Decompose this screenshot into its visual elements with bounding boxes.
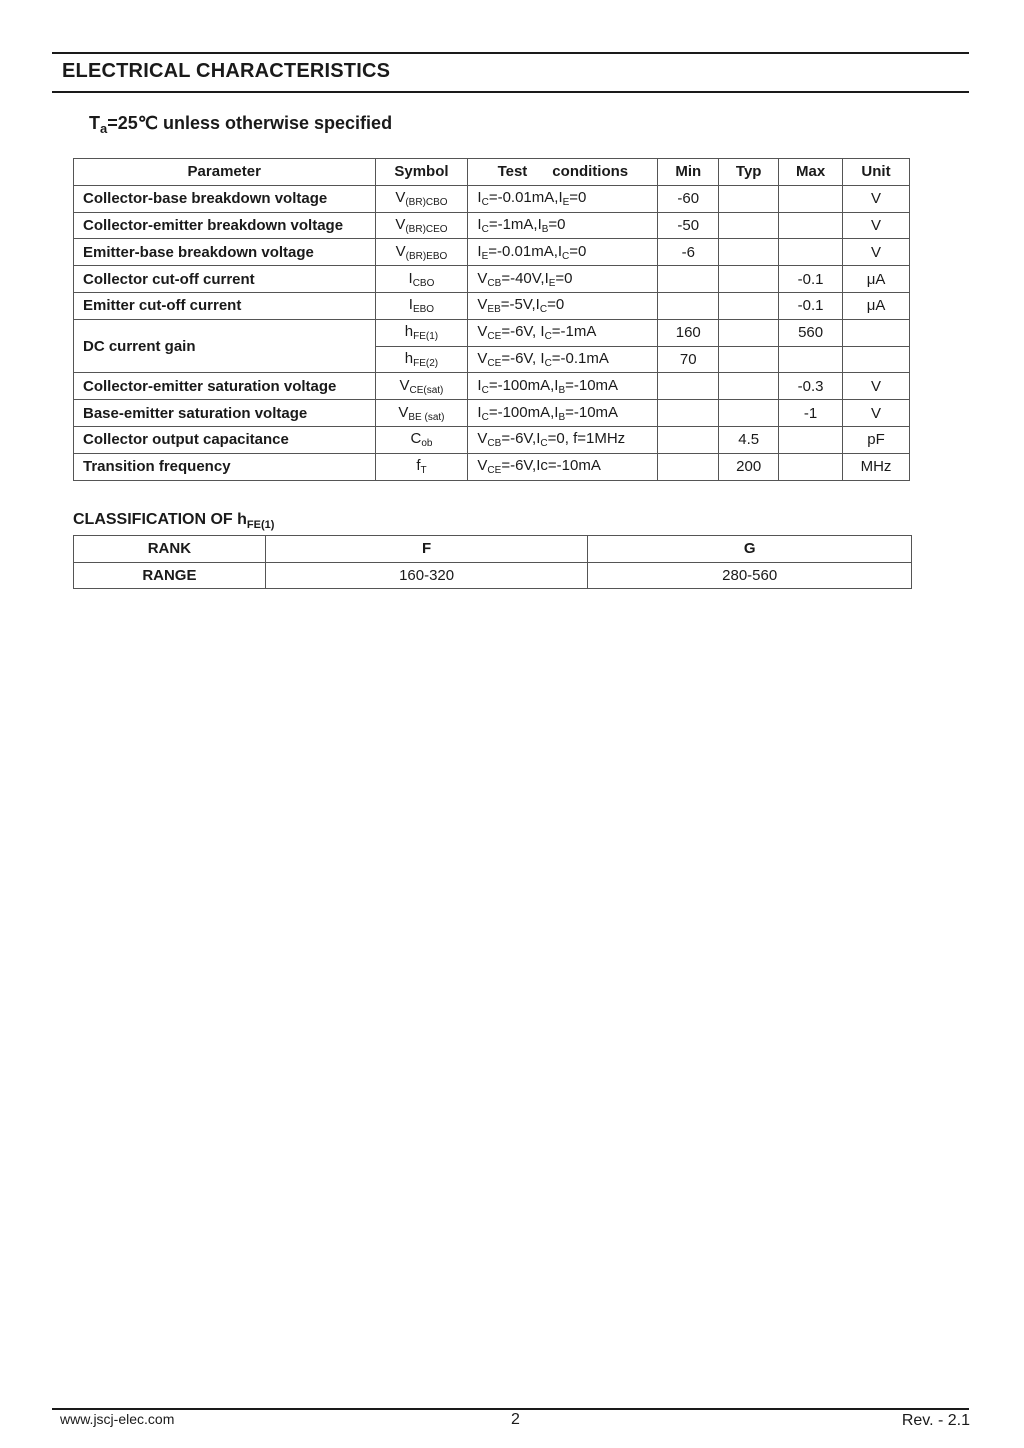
header-test-conditions: Test conditions: [468, 159, 658, 186]
top-rule: [52, 52, 969, 54]
cell-test-conditions: $V_{CB}=-6V,I_C=0$, f=1MHz: [468, 426, 658, 453]
table-row: [74, 212, 910, 239]
cell-test-conditions: $I_C=-100mA,I_B=-10mA$: [468, 373, 658, 400]
cell-test-conditions: $I_C=-100mA,I_B=-10mA$: [468, 400, 658, 427]
rank-f: F: [265, 536, 588, 563]
table-row: [74, 185, 910, 212]
rank-label: RANK: [74, 536, 266, 563]
test-condition-note: $T_a=25℃$ unless otherwise specified: [89, 113, 393, 136]
cell-parameter: Emitter cut-off current: [74, 292, 376, 319]
cell-typ: [719, 212, 779, 239]
cell-parameter: Collector-emitter breakdown voltage: [74, 212, 376, 239]
cell-min: -6: [658, 239, 719, 266]
table-header-row: [74, 159, 910, 186]
cell-max: [779, 185, 843, 212]
cell-symbol: $I_{CBO}$: [375, 266, 468, 293]
title-underline: [52, 91, 969, 93]
cell-typ: 4.5: [719, 426, 779, 453]
classification-table: [73, 535, 912, 589]
cell-test-conditions: $V_{CE}=-6V,Ic=-10mA$: [468, 453, 658, 480]
table-row: [74, 266, 910, 293]
range-g: 280-560: [588, 562, 912, 589]
cell-parameter: Emitter-base breakdown voltage: [74, 239, 376, 266]
cell-test-conditions: $V_{EB}=-5V,I_C=0$: [468, 292, 658, 319]
cell-test-conditions: $I_E=-0.01mA,I_C=0$: [468, 239, 658, 266]
cell-min: [658, 292, 719, 319]
cell-max: [779, 239, 843, 266]
cell-max: -0.3: [779, 373, 843, 400]
cell-typ: [719, 266, 779, 293]
cell-symbol: $V_{(BR)CBO}$: [375, 185, 468, 212]
cell-min: [658, 266, 719, 293]
cell-unit: V: [843, 373, 910, 400]
cell-symbol: $I_{EBO}$: [375, 292, 468, 319]
rank-row: [74, 536, 912, 563]
cell-min: [658, 373, 719, 400]
cell-symbol: $h_{FE(2)}$: [375, 346, 468, 373]
cell-symbol: $V_{(BR)EBO}$: [375, 239, 468, 266]
footer-rule: [52, 1408, 969, 1410]
cell-unit: pF: [843, 426, 910, 453]
cell-symbol: $f_T$: [375, 453, 468, 480]
table-row: [74, 400, 910, 427]
table-row: [74, 373, 910, 400]
cell-parameter: Collector cut-off current: [74, 266, 376, 293]
cell-min: [658, 400, 719, 427]
cell-max: -1: [779, 400, 843, 427]
cell-min: [658, 426, 719, 453]
revision-label: Rev. - 2.1: [901, 1412, 970, 1429]
table-row: [74, 319, 910, 346]
header-symbol: Symbol: [375, 159, 468, 186]
cell-max: -0.1: [779, 292, 843, 319]
table-row: [74, 239, 910, 266]
cell-symbol: $V_{BE (sat)}$: [375, 400, 468, 427]
cell-test-conditions: $V_{CE}=-6V$, $I_C=-0.1mA$: [468, 346, 658, 373]
cell-typ: [719, 239, 779, 266]
electrical-characteristics-table: [73, 158, 910, 481]
header-unit: Unit: [843, 159, 910, 186]
footer-url: www.jscj-elec.com: [60, 1411, 175, 1427]
cell-test-conditions: $V_{CE}=-6V$, $I_C=-1mA$: [468, 319, 658, 346]
cell-unit: μA: [843, 266, 910, 293]
cell-parameter: Collector-base breakdown voltage: [74, 185, 376, 212]
cell-parameter: DC current gain: [74, 319, 376, 373]
cell-min: 70: [658, 346, 719, 373]
cell-parameter: Collector output capacitance: [74, 426, 376, 453]
cell-max: [779, 346, 843, 373]
cell-unit: μA: [843, 292, 910, 319]
cell-min: 160: [658, 319, 719, 346]
header-typ: Typ: [719, 159, 779, 186]
rank-g: G: [588, 536, 912, 563]
header-parameter: Parameter: [74, 159, 376, 186]
cell-unit: V: [843, 239, 910, 266]
cell-max: [779, 212, 843, 239]
cell-unit: [843, 319, 910, 346]
cell-unit: V: [843, 185, 910, 212]
cell-typ: [719, 400, 779, 427]
table-row: [74, 292, 910, 319]
cell-parameter: Base-emitter saturation voltage: [74, 400, 376, 427]
cell-test-conditions: $V_{CB}=-40V,I_E=0$: [468, 266, 658, 293]
cell-typ: [719, 373, 779, 400]
page-number: 2: [511, 1411, 520, 1428]
cell-typ: [719, 346, 779, 373]
cell-test-conditions: $I_C=-1mA,I_B=0$: [468, 212, 658, 239]
cell-max: [779, 453, 843, 480]
header-min: Min: [658, 159, 719, 186]
header-max: Max: [779, 159, 843, 186]
cell-symbol: $h_{FE(1)}$: [375, 319, 468, 346]
cell-max: 560: [779, 319, 843, 346]
cell-test-conditions: $I_C=-0.01mA,I_E=0$: [468, 185, 658, 212]
cell-parameter: Collector-emitter saturation voltage: [74, 373, 376, 400]
cell-min: [658, 453, 719, 480]
cell-typ: [719, 292, 779, 319]
cell-typ: 200: [719, 453, 779, 480]
cell-unit: [843, 346, 910, 373]
range-row: [74, 562, 912, 589]
cell-min: -60: [658, 185, 719, 212]
classification-title: CLASSIFICATION OF $h_{FE(1)}$: [73, 511, 275, 531]
range-f: 160-320: [265, 562, 588, 589]
cell-symbol: $V_{(BR)CEO}$: [375, 212, 468, 239]
range-label: RANGE: [74, 562, 266, 589]
cell-typ: [719, 319, 779, 346]
cell-max: -0.1: [779, 266, 843, 293]
table-row: [74, 426, 910, 453]
cell-unit: MHz: [843, 453, 910, 480]
cell-symbol: $V_{CE(sat)}$: [375, 373, 468, 400]
section-title: ELECTRICAL CHARACTERISTICS: [62, 60, 391, 82]
cell-unit: V: [843, 400, 910, 427]
cell-min: -50: [658, 212, 719, 239]
cell-typ: [719, 185, 779, 212]
cell-unit: V: [843, 212, 910, 239]
table-row: [74, 453, 910, 480]
cell-max: [779, 426, 843, 453]
cell-parameter: Transition frequency: [74, 453, 376, 480]
cell-symbol: $C_{ob}$: [375, 426, 468, 453]
